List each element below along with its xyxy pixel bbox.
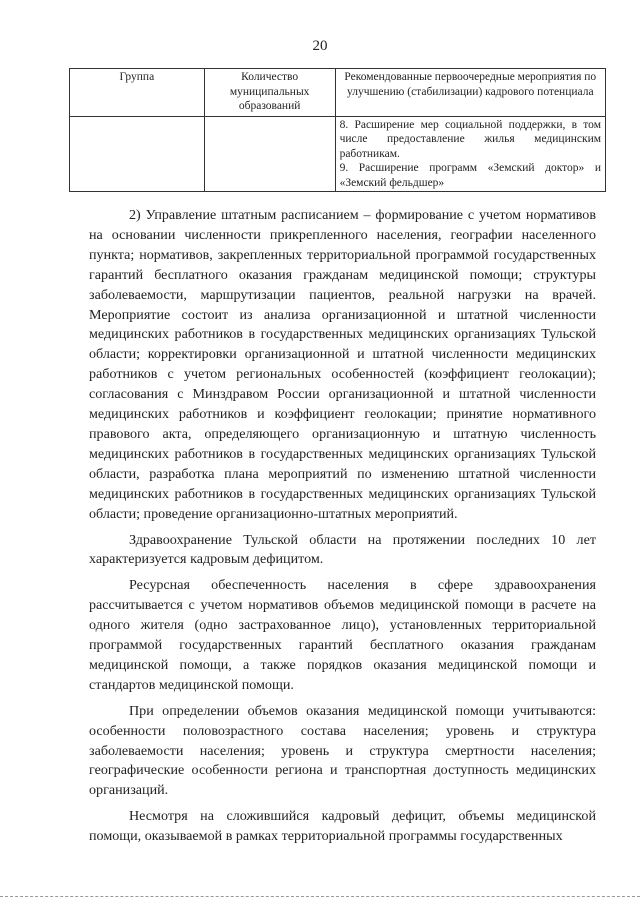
scan-edge-divider — [0, 896, 640, 897]
header-group: Группа — [70, 69, 205, 117]
cell-municipality-count — [204, 116, 335, 192]
table-header-row — [70, 69, 606, 117]
header-municipality-count: Количество муниципальных образований — [204, 69, 335, 117]
cell-group — [70, 116, 205, 192]
page-number: 20 — [312, 38, 328, 54]
paragraph-volume-factors: При определении объемов оказания медицинской помощи учитываются: особенности половозрастного состава населения; уровень и структура заболеваемости населения; уровень и структура смертности населения; географические особенности региона и транспортная доступность медицинских организаций. — [89, 702, 596, 799]
paragraph-despite-deficit: Несмотря на сложившийся кадровый дефицит, объемы медицинской помощи, оказываемой в рамках территориальной программы государственных — [89, 808, 596, 845]
paragraph-staff-deficit: Здравоохранение Тульской области на протяжении последних 10 лет характеризуется кадровым дефицитом. — [89, 531, 596, 568]
paragraph-resource-provision: Ресурсная обеспеченность населения в сфере здравоохранения рассчитывается с учетом нормативов объемов медицинской помощи в расчете на одного жителя (одно застрахованное лицо), установленных территориальной программой государственных гарантий бесплатного оказания гражданам медицинской помощи, а также порядков оказания медицинской помощи и стандартов медицинской помощи. — [89, 577, 596, 693]
table-row — [70, 116, 606, 192]
measure-item: 9. Расширение программ «Земский доктор» и «Земский фельдшер» — [339, 162, 601, 189]
measure-item: 8. Расширение мер социальной поддержки, в том числе предоставление жилья медицинским работникам. — [339, 118, 601, 160]
paragraph-staffing-management: 2) Управление штатным расписанием – формирование с учетом нормативов на основании численности прикрепленного населения, географии населенного пункта; нормативов, закрепленных территориальной программой государственных гарантий бесплатного оказания гражданам медицинской помощи; структуры заболеваемости, маршрутизации пациентов, реальной нагрузки на врачей. Мероприятие состоит из анализа организационной и штатной численности медицинских работников в государственных медицинских организациях Тульской области; корректировки организационной и штатной численности медицинских работников с учетом региональных особенностей (коэффициент геолокации); согласования с Минздравом России организационной и штатной численности медицинских работников и коэффициент геолокации; принятие нормативного правового акта, определяющего организационную и штатную численность медицинских работников в государственных медицинских организациях Тульской области, разработка плана мероприятий по изменению штатной численности медицинских работников в государственных медицинских организациях Тульской области; проведение организационно-штатных мероприятий. — [89, 207, 596, 522]
document-body — [89, 206, 596, 847]
measures-table — [69, 68, 606, 192]
header-recommended-measures: Рекомендованные первоочередные мероприятия по улучшению (стабилизации) кадрового потенциала — [335, 69, 605, 117]
cell-measures — [335, 116, 605, 192]
